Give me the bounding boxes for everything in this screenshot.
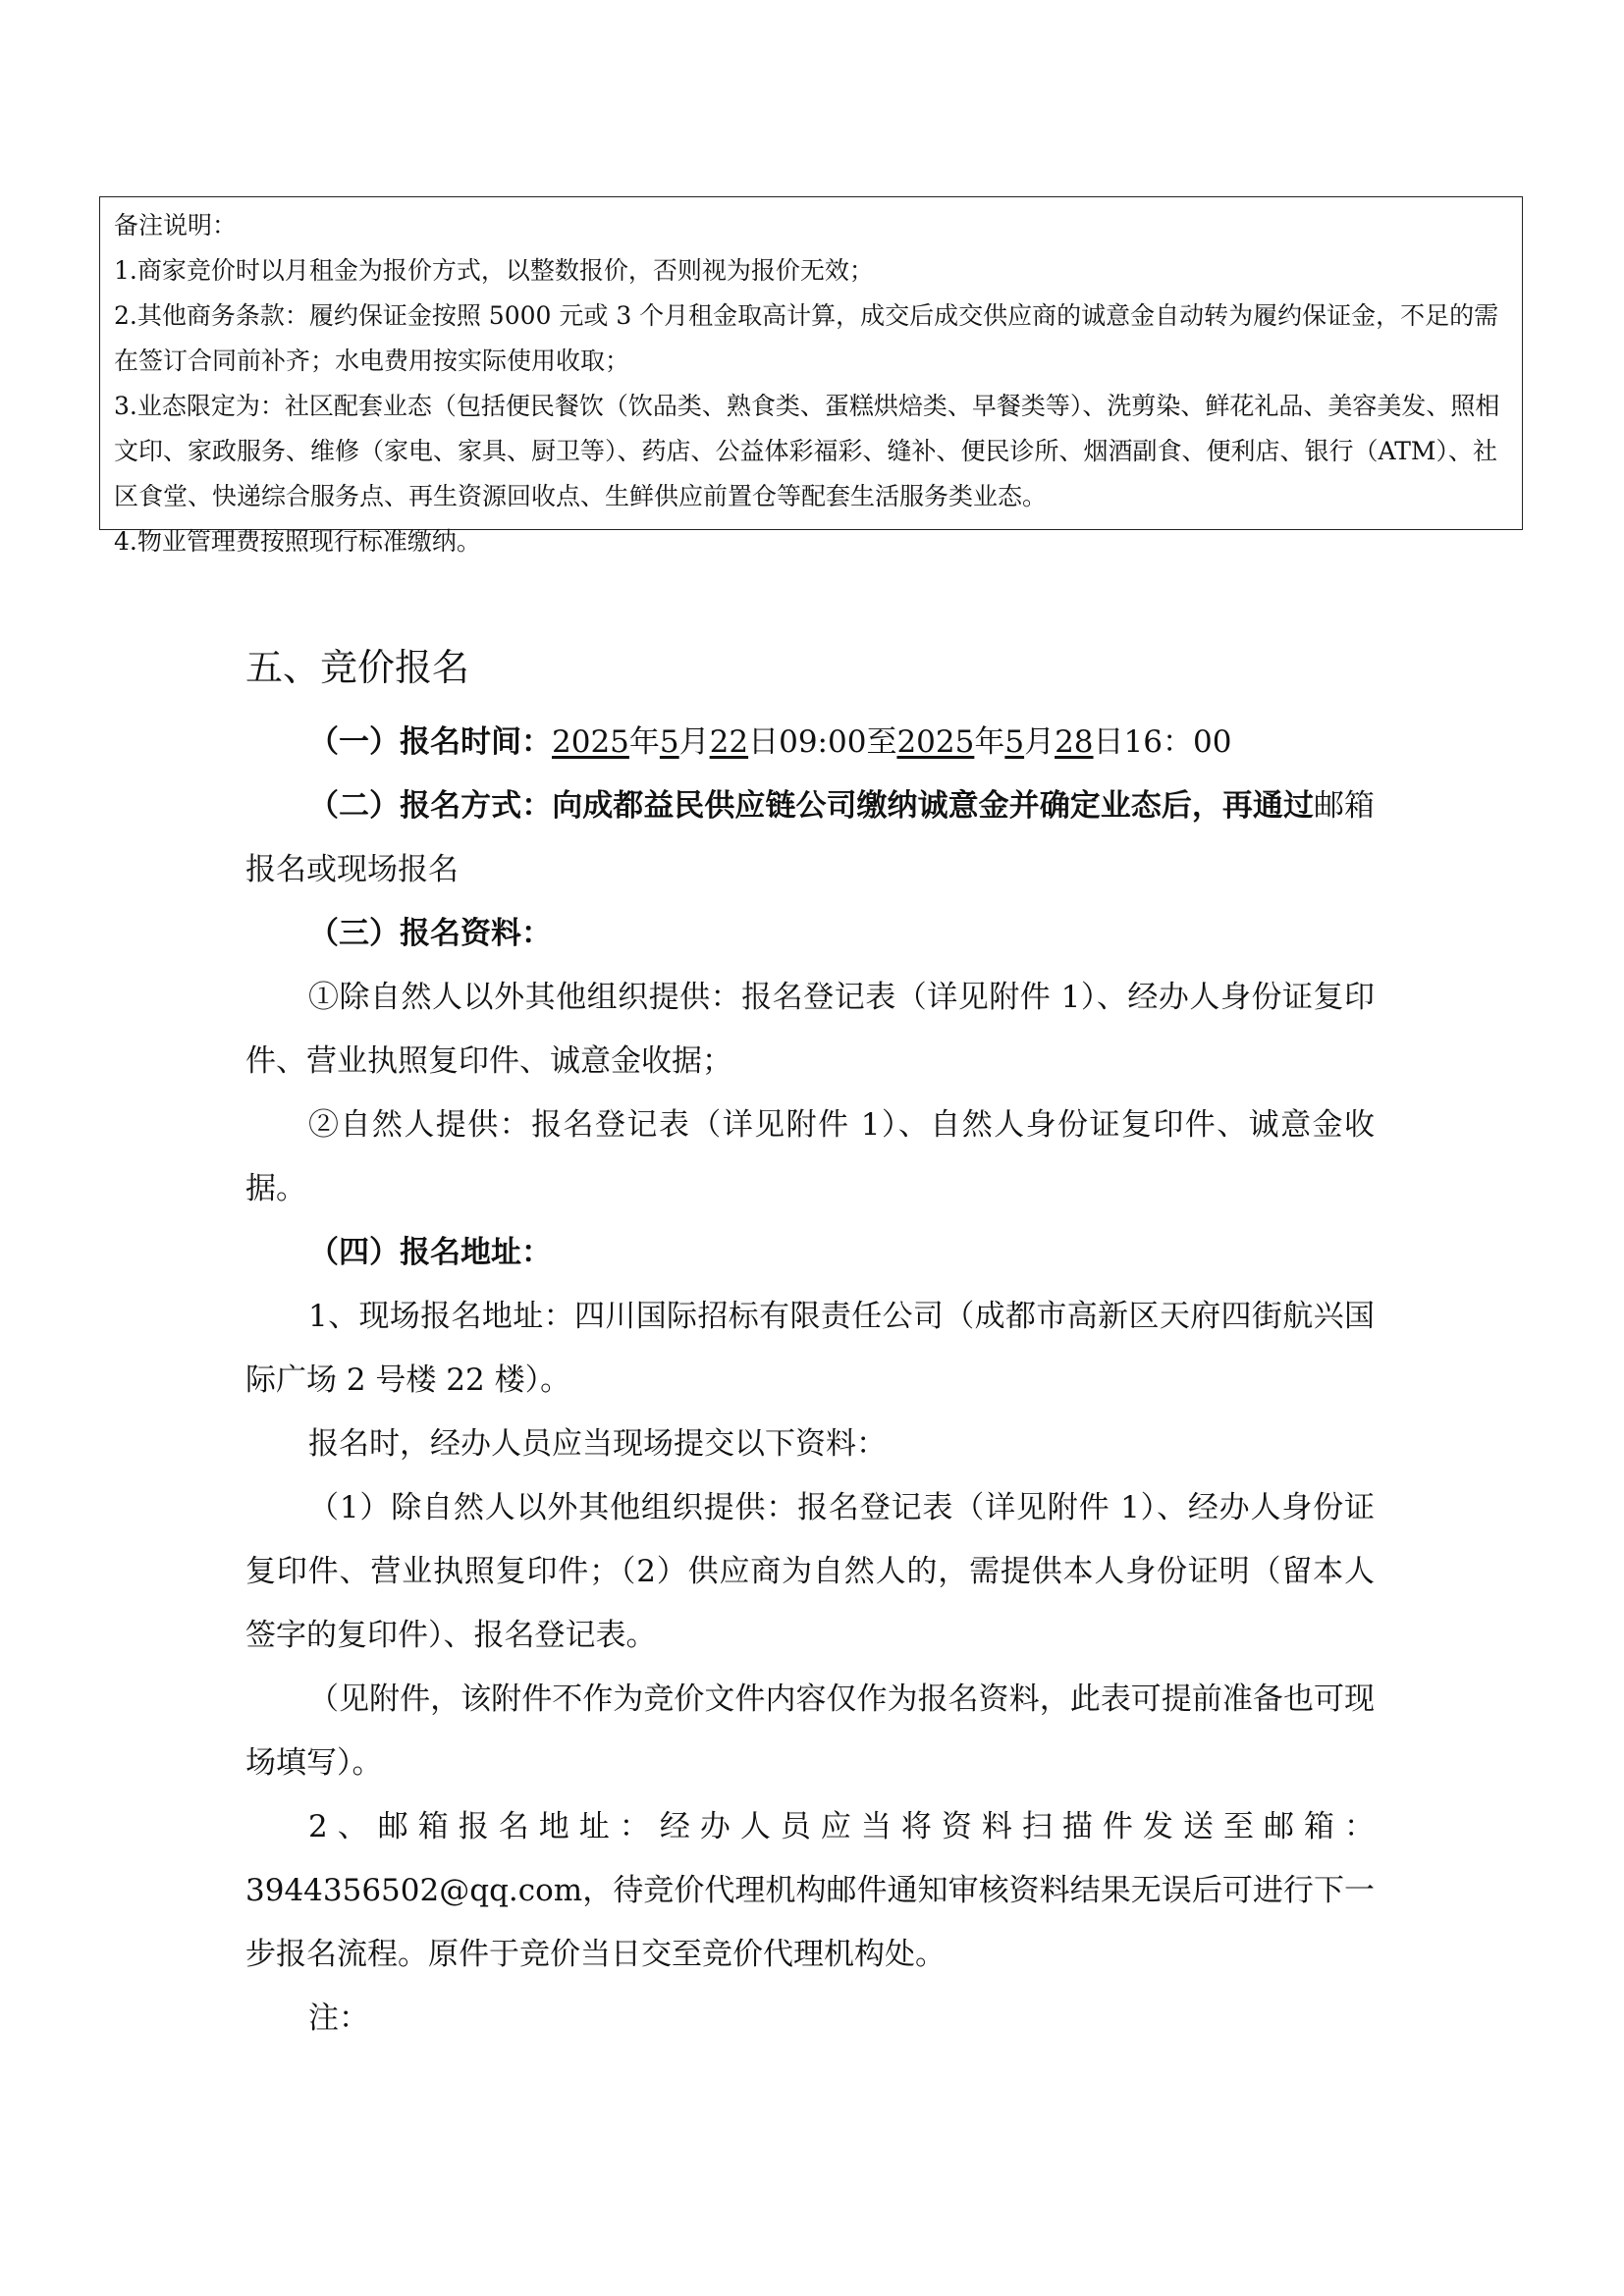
note-label: 注：: [308, 2001, 369, 2036]
note-item-4: 4.物业管理费按照现行标准缴纳。: [114, 527, 481, 556]
materials-item-2: ②自然人提供：报名登记表（详见附件 1）、自然人身份证复印件、诚意金收据。: [245, 1107, 1375, 1206]
note-item-2: 2.其他商务条款：履约保证金按照 5000 元或 3 个月租金取高计算，成交后成交供应商的诚意金自动转为履约保证金，不足的需在签订合同前补齐；水电费用按实际使用收取；: [114, 301, 1499, 375]
end-time: 16：00: [1123, 724, 1232, 760]
end-day-char: 日: [1093, 724, 1124, 760]
end-day: 28: [1055, 724, 1094, 760]
end-year-char: 年: [974, 724, 1005, 760]
materials-label: （三）报名资料：: [308, 916, 552, 951]
onsite-items: （1）除自然人以外其他组织提供：报名登记表（详见附件 1）、经办人身份证复印件、营业执照复印件；（2）供应商为自然人的，需提供本人身份证明（留本人签字的复印件）、报名登记表。: [245, 1490, 1375, 1653]
method-label: （二）报名方式：向成都益民供应链公司缴纳诚意金并确定业态后，再通过: [308, 788, 1314, 824]
notes-box: [99, 196, 1523, 556]
end-month: 5: [1004, 724, 1025, 760]
registration-time: [245, 711, 1375, 774]
attachment-note: （见附件，该附件不作为竞价文件内容仅作为报名资料，此表可提前准备也可现场填写）。: [245, 1682, 1375, 1781]
start-day: 22: [709, 724, 749, 760]
note-item-3: 3.业态限定为：社区配套业态（包括便民餐饮（饮品类、熟食类、蛋糕烘焙类、早餐类等）、洗剪染、鲜花礼品、美容美发、照相文印、家政服务、维修（家电、家具、厨卫等）、药店、公益体彩福彩、缝补、便民诊所、烟酒副食、便利店、银行（ATM）、社区食堂、快递综合服务点、再生资源回收点、生鲜供应前置仓等配套生活服务类业态。: [114, 392, 1500, 510]
end-month-char: 月: [1024, 724, 1056, 760]
time-separator: 至: [866, 724, 897, 760]
onsite-address: 1、现场报名地址：四川国际招标有限责任公司（成都市高新区天府四街航兴国际广场 2 号楼 22 楼）。: [245, 1299, 1375, 1398]
section-title: 五、竞价报名: [245, 646, 470, 689]
end-year: 2025: [896, 724, 975, 760]
start-month-char: 月: [678, 724, 710, 760]
registration-method: [245, 774, 1375, 902]
notes-title: 备注说明：: [114, 211, 238, 240]
email-address: 2、邮箱报名地址：经办人员应当将资料扫描件发送至邮箱：3944356502@qq.com，待竞价代理机构邮件通知审核资料结果无误后可进行下一步报名流程。原件于竞价当日交至竞价代理机构处。: [245, 1809, 1375, 1972]
start-month: 5: [659, 724, 679, 760]
address-label: （四）报名地址：: [308, 1235, 552, 1270]
onsite-note: 报名时，经办人员应当现场提交以下资料：: [308, 1426, 887, 1462]
start-time: 09:00: [779, 724, 867, 760]
note-item-1: 1.商家竞价时以月租金为报价方式，以整数报价，否则视为报价无效；: [114, 256, 874, 285]
start-year: 2025: [552, 724, 629, 760]
method-rest: 邮箱报名或现场报名: [245, 788, 1375, 887]
time-label: （一）报名时间：: [308, 724, 552, 760]
registration-section: [245, 628, 1375, 2051]
materials-item-1: ①除自然人以外其他组织提供：报名登记表（详见附件 1）、经办人身份证复印件、营业执照复印件、诚意金收据；: [245, 980, 1375, 1079]
start-day-char: 日: [748, 724, 780, 760]
start-year-char: 年: [628, 724, 660, 760]
